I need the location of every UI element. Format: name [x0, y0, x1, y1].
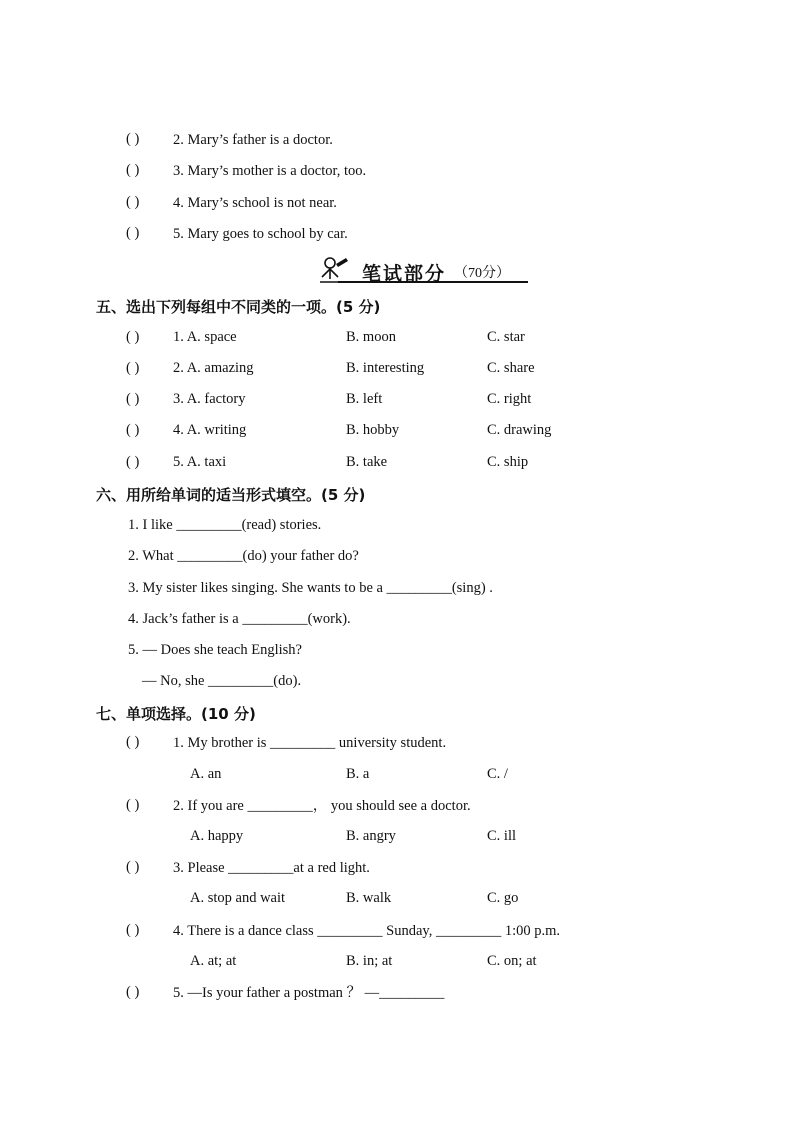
answer-blank[interactable]: ( )	[126, 454, 140, 470]
option-b: B. hobby	[346, 422, 400, 438]
option-a: A. an	[190, 766, 222, 782]
banner-title: 笔试部分	[362, 263, 447, 285]
fill-blank-item[interactable]: — No, she _________(do).	[142, 673, 302, 689]
statement-text: 2. Mary’s father is a doctor.	[173, 132, 333, 148]
option-a: 2. A. amazing	[173, 360, 254, 376]
answer-blank[interactable]: ( )	[126, 162, 140, 178]
option-c: C. right	[487, 391, 532, 407]
option-a: 3. A. factory	[173, 391, 246, 407]
fill-blank-item[interactable]: 3. My sister likes singing. She wants to be a _________(sing) .	[128, 580, 493, 596]
option-b: B. take	[346, 454, 388, 470]
option-a: A. stop and wait	[190, 890, 286, 906]
answer-blank[interactable]: ( )	[126, 194, 140, 210]
option-b: B. moon	[346, 329, 396, 345]
answer-blank[interactable]: ( )	[126, 329, 140, 345]
banner-score: （70分）	[454, 266, 510, 281]
question-stem: 5. —Is your father a postman ？ —_________	[173, 985, 445, 1001]
option-c: C. on; at	[487, 953, 537, 969]
option-c: C. ship	[487, 454, 529, 470]
banner-rule	[338, 281, 528, 283]
dialogue-question: 5. — Does she teach English?	[128, 642, 302, 658]
section6-title: 六、用所给单词的适当形式填空。(5 分)	[96, 486, 366, 504]
option-a: 4. A. writing	[173, 422, 247, 438]
section7-title: 七、单项选择。(10 分)	[96, 705, 256, 723]
answer-blank[interactable]: ( )	[126, 984, 140, 1000]
fill-blank-item[interactable]: 4. Jack’s father is a _________(work).	[128, 611, 351, 627]
statement-text: 3. Mary’s mother is a doctor, too.	[173, 163, 367, 179]
answer-blank[interactable]: ( )	[126, 859, 140, 875]
answer-blank[interactable]: ( )	[126, 797, 140, 813]
section5-title: 五、选出下列每组中不同类的一项。(5 分)	[96, 298, 381, 316]
answer-blank[interactable]: ( )	[126, 131, 140, 147]
option-c: C. drawing	[487, 422, 552, 438]
answer-blank[interactable]: ( )	[126, 734, 140, 750]
fill-blank-item[interactable]: 1. I like _________(read) stories.	[128, 517, 322, 533]
answer-blank[interactable]: ( )	[126, 422, 140, 438]
option-c: C. star	[487, 329, 525, 345]
option-b: B. in; at	[346, 953, 393, 969]
fill-blank-item[interactable]: 2. What _________(do) your father do?	[128, 548, 359, 564]
option-a: 5. A. taxi	[173, 454, 227, 470]
option-b: B. interesting	[346, 360, 425, 376]
question-stem: 1. My brother is _________ university student.	[173, 735, 447, 751]
answer-blank[interactable]: ( )	[126, 225, 140, 241]
statement-text: 4. Mary’s school is not near.	[173, 195, 337, 211]
answer-blank[interactable]: ( )	[126, 391, 140, 407]
option-b: B. a	[346, 766, 370, 782]
option-c: C. ill	[487, 828, 517, 844]
question-stem: 2. If you are _________， you should see a doctor.	[173, 798, 471, 814]
option-b: B. angry	[346, 828, 396, 844]
answer-blank[interactable]: ( )	[126, 922, 140, 938]
option-b: B. left	[346, 391, 383, 407]
question-stem: 4. There is a dance class _________ Sunday, _________ 1:00 p.m.	[173, 923, 561, 939]
option-a: A. at; at	[190, 953, 237, 969]
answer-blank[interactable]: ( )	[126, 360, 140, 376]
option-a: A. happy	[190, 828, 244, 844]
option-b: B. walk	[346, 890, 392, 906]
option-c: C. /	[487, 766, 508, 782]
question-stem: 3. Please _________at a red light.	[173, 860, 370, 876]
option-c: C. go	[487, 890, 519, 906]
statement-text: 5. Mary goes to school by car.	[173, 226, 348, 242]
option-a: 1. A. space	[173, 329, 237, 345]
option-c: C. share	[487, 360, 535, 376]
